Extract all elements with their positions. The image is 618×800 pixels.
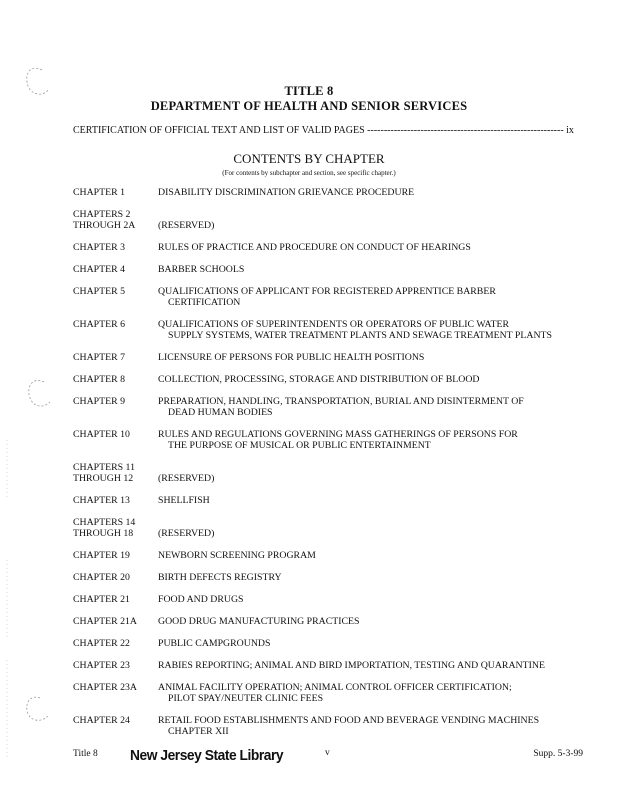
page-footer xyxy=(73,747,583,771)
chapter-row xyxy=(73,660,593,671)
page-number: v xyxy=(325,748,330,758)
chapter-label-line: CHAPTERS 11 xyxy=(73,462,135,473)
chapter-description-line: NEWBORN SCREENING PROGRAM xyxy=(158,550,316,561)
chapter-description-line: ANIMAL FACILITY OPERATION; ANIMAL CONTROL OFFICER CERTIFICATION; xyxy=(158,682,512,693)
chapter-label xyxy=(73,242,158,253)
chapter-row xyxy=(73,550,593,561)
chapter-description xyxy=(158,319,593,341)
library-stamp: New Jersey State Library xyxy=(130,747,284,764)
department-heading: DEPARTMENT OF HEALTH AND SENIOR SERVICES xyxy=(150,99,468,113)
chapter-description xyxy=(158,616,593,627)
contents-note: (For contents by subchapter and section, see specific chapter.) xyxy=(222,169,396,177)
chapter-row xyxy=(73,572,593,583)
chapter-description-line: QUALIFICATIONS OF APPLICANT FOR REGISTERED APPRENTICE BARBER xyxy=(158,286,496,297)
chapter-row xyxy=(73,187,593,198)
chapter-description xyxy=(158,715,593,737)
chapter-description-line: PILOT SPAY/NEUTER CLINIC FEES xyxy=(168,693,324,704)
chapter-row xyxy=(73,462,593,484)
chapter-label-line: CHAPTER 19 xyxy=(73,550,130,561)
chapter-label-line: CHAPTER 24 xyxy=(73,715,130,726)
chapter-description xyxy=(158,187,593,198)
chapter-row xyxy=(73,286,593,308)
chapter-description-line: RULES OF PRACTICE AND PROCEDURE ON CONDUCT OF HEARINGS xyxy=(158,242,471,253)
supplement-date: Supp. 5-3-99 xyxy=(533,749,583,759)
chapter-description-line: RULES AND REGULATIONS GOVERNING MASS GATHERINGS OF PERSONS FOR xyxy=(158,429,518,440)
chapter-label-line: CHAPTER 21 xyxy=(73,594,130,605)
chapter-description xyxy=(158,550,593,561)
chapter-label-line: CHAPTER 23A xyxy=(73,682,137,693)
chapter-label xyxy=(73,396,158,418)
chapter-row xyxy=(73,616,593,627)
chapter-label-line: THROUGH 2A xyxy=(73,220,136,231)
chapter-label xyxy=(73,319,158,341)
chapter-label-line: CHAPTERS 2 xyxy=(73,209,131,220)
chapter-description-line: CHAPTER XII xyxy=(168,726,229,737)
chapter-description xyxy=(158,517,593,539)
chapter-label-line: CHAPTER 21A xyxy=(73,616,137,627)
chapter-label-line: CHAPTER 23 xyxy=(73,660,130,671)
binder-hole-marks xyxy=(0,0,60,800)
chapter-row xyxy=(73,429,593,451)
chapter-row xyxy=(73,264,593,275)
chapter-description-line: (RESERVED) xyxy=(158,528,215,539)
chapter-label xyxy=(73,429,158,451)
chapter-row xyxy=(73,517,593,539)
chapter-description-line: BIRTH DEFECTS REGISTRY xyxy=(158,572,282,583)
chapter-description xyxy=(158,396,593,418)
chapter-description-line: CERTIFICATION xyxy=(168,297,241,308)
chapter-description xyxy=(158,594,593,605)
chapter-row xyxy=(73,638,593,649)
chapter-description xyxy=(158,682,593,704)
chapter-label-line: CHAPTER 20 xyxy=(73,572,130,583)
chapter-label-line: CHAPTER 5 xyxy=(73,286,125,297)
chapter-label xyxy=(73,374,158,385)
chapter-description-line: SHELLFISH xyxy=(158,495,210,506)
contents-title: CONTENTS BY CHAPTER xyxy=(233,151,385,166)
chapter-description xyxy=(158,495,593,506)
chapter-label-line: CHAPTER 1 xyxy=(73,187,125,198)
chapter-label xyxy=(73,638,158,649)
chapter-description-line: THE PURPOSE OF MUSICAL OR PUBLIC ENTERTAINMENT xyxy=(168,440,431,451)
title-heading: TITLE 8 xyxy=(284,84,334,98)
chapter-row xyxy=(73,374,593,385)
chapter-label xyxy=(73,352,158,363)
chapter-label-line: CHAPTERS 14 xyxy=(73,517,136,528)
chapter-row xyxy=(73,352,593,363)
chapter-description-line: PREPARATION, HANDLING, TRANSPORTATION, BURIAL AND DISINTERMENT OF xyxy=(158,396,524,407)
chapter-label xyxy=(73,715,158,737)
chapter-label-line: CHAPTER 4 xyxy=(73,264,125,275)
chapter-label xyxy=(73,495,158,506)
chapter-label-line: CHAPTER 13 xyxy=(73,495,130,506)
chapter-description xyxy=(158,572,593,583)
chapter-label-line: CHAPTER 10 xyxy=(73,429,130,440)
certification-text: CERTIFICATION OF OFFICIAL TEXT AND LIST OF VALID PAGES xyxy=(73,125,365,136)
chapter-label xyxy=(73,517,158,539)
chapter-label xyxy=(73,572,158,583)
chapter-label xyxy=(73,660,158,671)
chapter-description xyxy=(158,209,593,231)
chapter-description xyxy=(158,286,593,308)
chapter-description-line: (RESERVED) xyxy=(158,220,215,231)
chapter-list xyxy=(73,187,593,748)
chapter-description-line: (RESERVED) xyxy=(158,473,215,484)
chapter-description-line: RETAIL FOOD ESTABLISHMENTS AND FOOD AND BEVERAGE VENDING MACHINES xyxy=(158,715,540,726)
chapter-label xyxy=(73,550,158,561)
chapter-description xyxy=(158,242,593,253)
chapter-label xyxy=(73,462,158,484)
chapter-row xyxy=(73,682,593,704)
chapter-description xyxy=(158,638,593,649)
chapter-description xyxy=(158,429,593,451)
chapter-label-line: THROUGH 18 xyxy=(73,528,134,539)
chapter-row xyxy=(73,209,593,231)
chapter-description xyxy=(158,352,593,363)
chapter-label-line: CHAPTER 3 xyxy=(73,242,125,253)
chapter-label xyxy=(73,187,158,198)
chapter-description xyxy=(158,374,593,385)
chapter-description-line: QUALIFICATIONS OF SUPERINTENDENTS OR OPERATORS OF PUBLIC WATER xyxy=(158,319,510,330)
chapter-row xyxy=(73,319,593,341)
chapter-label xyxy=(73,682,158,704)
chapter-label-line: CHAPTER 7 xyxy=(73,352,125,363)
chapter-description-line xyxy=(158,209,593,220)
chapter-description-line: DISABILITY DISCRIMINATION GRIEVANCE PROCEDURE xyxy=(158,187,415,198)
certification-dashes: ----------------------------------------------------------- xyxy=(367,125,564,136)
certification-line xyxy=(73,125,603,136)
chapter-row xyxy=(73,242,593,253)
chapter-description xyxy=(158,264,593,275)
chapter-description-line: DEAD HUMAN BODIES xyxy=(168,407,273,418)
chapter-label-line: CHAPTER 9 xyxy=(73,396,125,407)
chapter-description-line: BARBER SCHOOLS xyxy=(158,264,245,275)
chapter-description-line: SUPPLY SYSTEMS, WATER TREATMENT PLANTS AND SEWAGE TREATMENT PLANTS xyxy=(168,330,552,341)
chapter-label-line: THROUGH 12 xyxy=(73,473,134,484)
chapter-row xyxy=(73,495,593,506)
chapter-description-line: RABIES REPORTING; ANIMAL AND BIRD IMPORTATION, TESTING AND QUARANTINE xyxy=(158,660,545,671)
chapter-description-line: GOOD DRUG MANUFACTURING PRACTICES xyxy=(158,616,360,627)
chapter-description-line xyxy=(158,462,593,473)
footer-title: Title 8 xyxy=(73,749,98,759)
chapter-label-line: CHAPTER 22 xyxy=(73,638,130,649)
chapter-description-line: FOOD AND DRUGS xyxy=(158,594,244,605)
chapter-label-line: CHAPTER 6 xyxy=(73,319,125,330)
chapter-description-line: PUBLIC CAMPGROUNDS xyxy=(158,638,271,649)
chapter-row xyxy=(73,715,593,737)
chapter-label-line: CHAPTER 8 xyxy=(73,374,125,385)
chapter-label xyxy=(73,594,158,605)
chapter-description-line: COLLECTION, PROCESSING, STORAGE AND DISTRIBUTION OF BLOOD xyxy=(158,374,480,385)
chapter-row xyxy=(73,396,593,418)
chapter-description xyxy=(158,660,593,671)
chapter-description-line: LICENSURE OF PERSONS FOR PUBLIC HEALTH POSITIONS xyxy=(158,352,425,363)
chapter-description xyxy=(158,462,593,484)
certification-page: ix xyxy=(566,125,574,136)
chapter-label xyxy=(73,264,158,275)
chapter-label xyxy=(73,286,158,308)
chapter-row xyxy=(73,594,593,605)
chapter-description-line xyxy=(158,517,593,528)
chapter-label xyxy=(73,616,158,627)
chapter-label xyxy=(73,209,158,231)
